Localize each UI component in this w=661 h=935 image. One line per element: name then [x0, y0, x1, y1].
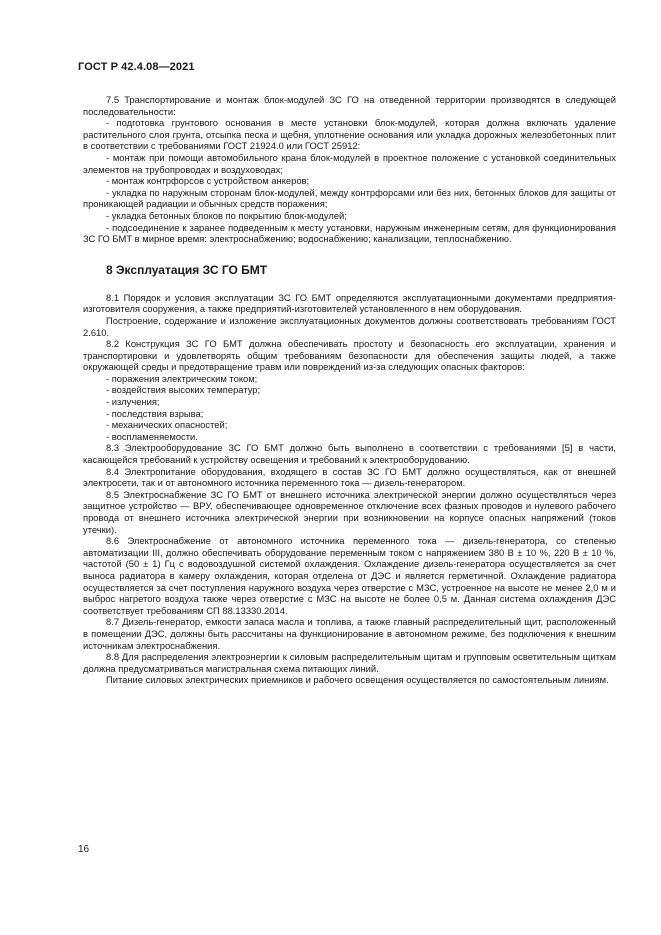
list-item-flammability: - воспламеняемости. — [106, 430, 198, 442]
paragraph-power-supply: Питание силовых электрических приемников и рабочего освещения осуществляется по самостоятельным линиям. — [106, 674, 609, 686]
list-item-buttress-mounting: - монтаж контрфорсов с устройством анкеров; — [106, 175, 310, 187]
list-item-mechanical: - механических опасностей; — [106, 419, 228, 431]
paragraph-8-6: 8.6 Электроснабжение от автономного источника переменного тока — дизель-генератора, со степенью автоматизации III, должно обеспечивать оборудование переменным током с напряжением 380 В ± 10 %, 220 В ± 10 %, частотой (50 ± 1) Гц с водовоздушной системой охлаждения. Охлаждение дизель-генератора осуществляется за счет выноса радиатора в камеру охлаждения, которая отделена от ДЭС и является герметичной. Охлаждение радиатора осуществляется за счет поступления наружного воздуха через отверстие с МЗС, устроенное на высоте не менее 2,0 м и выброс нагретого воздуха также через отверстие с МЗС на высоте не более 0,5 м. Данная система охлаждения ДЭС соответствует требованиям СП 88.13330.2014. — [83, 535, 616, 616]
paragraph-8-7: 8.7 Дизель-генератор, емкости запаса масла и топлива, а также главный распределительный щит, расположенный в помещении ДЭС, должны быть рассчитаны на функционирование в автономном режиме, без подключения к внешним источникам электроснабжения. — [83, 616, 616, 651]
list-item-explosion: - последствия взрыва; — [106, 407, 204, 419]
section-7-block — [83, 94, 616, 245]
page-content — [83, 94, 616, 686]
list-item-site-preparation: - подготовка грунтового основания в месте установки блок-модулей, которая должна включать удаление растительного слоя грунта, отсыпка песка и щебня, уплотнение основания или укладка дорожных железобетонных плит в соответствии с требованиями ГОСТ 21924.0 или ГОСТ 25912: — [83, 117, 616, 152]
list-item-electric-shock: - поражения электрическим током; — [106, 372, 258, 384]
paragraph-8-1: 8.1 Порядок и условия эксплуатации ЗС ГО БМТ определяются эксплуатационными документами предприятия-изготовителя сооружения, а также предприятий-изготовителей установленного в нем оборудования. — [83, 291, 616, 315]
paragraph-8-5: 8.5 Электроснабжение ЗС ГО БМТ от внешнего источника электрической энергии должно осуществляться через защитное устройство — ВРУ, обеспечивающее одновременное отключение всех фазных проводов и нулевого рабочего провода от внешнего источника электрической энергии при возникновении на корпусе опасных напряжений (токов утечки). — [83, 488, 616, 535]
paragraph-8-2: 8.2 Конструкция ЗС ГО БМТ должна обеспечивать простоту и безопасность его эксплуатации, хранения и транспортировки и удовлетворять общим требованиям безопасности для обеспечения защиты людей, а также окружающей среды и предотвращение травм или повреждений из-за следующих опасных факторов: — [83, 338, 616, 373]
list-item-radiation: - излучения; — [106, 396, 160, 408]
document-code-header: ГОСТ Р 42.4.08—2021 — [78, 61, 195, 73]
paragraph-8-3: 8.3 Электрооборудование ЗС ГО БМТ должно быть выполнено в соответствии с требованиями [5] в части, касающейся требований к устройству освещения и требований к электрооборудованию. — [83, 442, 616, 466]
section-8-heading: 8 Эксплуатация ЗС ГО БМТ — [106, 262, 268, 277]
list-item-side-blocks: - укладка по наружным сторонам блок-модулей, между контрфорсами или без них, бетонных блоков для защиты от проникающей радиации и обычных средств поражения; — [83, 186, 616, 210]
paragraph-8-4: 8.4 Электропитание оборудования, входящего в состав ЗС ГО БМТ должно осуществляться, как от внешней электросети, так и от автономного источника переменного тока — дизель-генератором. — [83, 465, 616, 489]
paragraph-8-8: 8.8 Для распределения электроэнергии к силовым распределительным щитам и групповым осветительным щиткам должна предусматриваться магистральная схема питающих линий. — [83, 651, 616, 674]
list-item-utility-connection: - подсоединение к заранее подведенным к месту установки, наружным инженерным сетям, для функционирования ЗС ГО БМТ в мирное время: электроснабжению; водоснабжению; канализации, теплоснабжению. — [83, 221, 616, 245]
page-number: 16 — [78, 844, 90, 855]
paragraph-documents: Построение, содержание и изложение эксплуатационных документов должны соответствовать требованиям ГОСТ 2.610. — [83, 314, 616, 338]
list-item-high-temperature: - воздействия высоких температур; — [106, 384, 261, 396]
list-item-crane-mounting: - монтаж при помощи автомобильного крана блок-модулей в проектное положение с установкой соединительных элементов на трубопроводах и воздуховодах; — [83, 151, 616, 175]
list-item-roof-blocks: - укладка бетонных блоков по покрытию блок-модулей; — [106, 209, 347, 221]
section-8-block — [83, 292, 616, 686]
paragraph-7-5: 7.5 Транспортирование и монтаж блок-модулей ЗС ГО на отведенной территории производятся в следующей последовательности: — [83, 94, 616, 117]
